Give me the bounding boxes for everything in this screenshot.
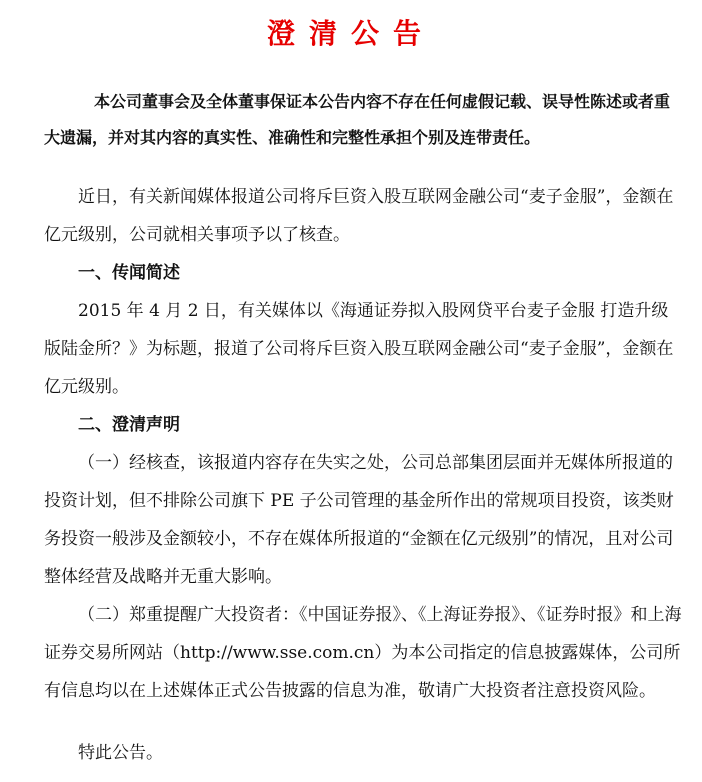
board-disclaimer: 本公司董事会及全体董事保证本公告内容不存在任何虚假记载、误导性陈述或者重大遗漏，并对其内容的真实性、准确性和完整性承担个别及连带责任。 <box>44 92 671 147</box>
rumor-summary-paragraph: 2015 年 4 月 2 日，有关媒体以《海通证券拟入股网贷平台麦子金服 打造升级版陆金所？》为标题，报道了公司将斥巨资入股互联网金融公司“麦子金服”，金额在亿元级别。 <box>44 301 674 397</box>
page-title: 澄清公告 <box>266 17 435 50</box>
section-heading-rumor: 一、传闻简述 <box>78 263 180 283</box>
section-heading-clarification: 二、澄清声明 <box>78 415 180 435</box>
announcement-body <box>44 178 684 710</box>
clarification-item-1: （一）经核查，该报道内容存在失实之处，公司总部集团层面并无媒体所报道的投资计划，但不排除公司旗下 PE 子公司管理的基金所作出的常规项目投资，该类财务投资一般涉及金额较小，不存在媒体所报道的“金额在亿元级别”的情况，且对公司整体经营及战略并无重大影响。 <box>44 453 674 587</box>
closing-statement: 特此公告。 <box>78 743 163 763</box>
intro-paragraph: 近日，有关新闻媒体报道公司将斥巨资入股互联网金融公司“麦子金服”，金额在亿元级别，公司就相关事项予以了核查。 <box>44 187 674 245</box>
clarification-item-2: （二）郑重提醒广大投资者：《中国证券报》、《上海证券报》、《证券时报》和上海证券交易所网站（http://www.sse.com.cn）为本公司指定的信息披露媒体，公司所有信息均以在上述媒体正式公告披露的信息为准，敬请广大投资者注意投资风险。 <box>44 605 682 701</box>
